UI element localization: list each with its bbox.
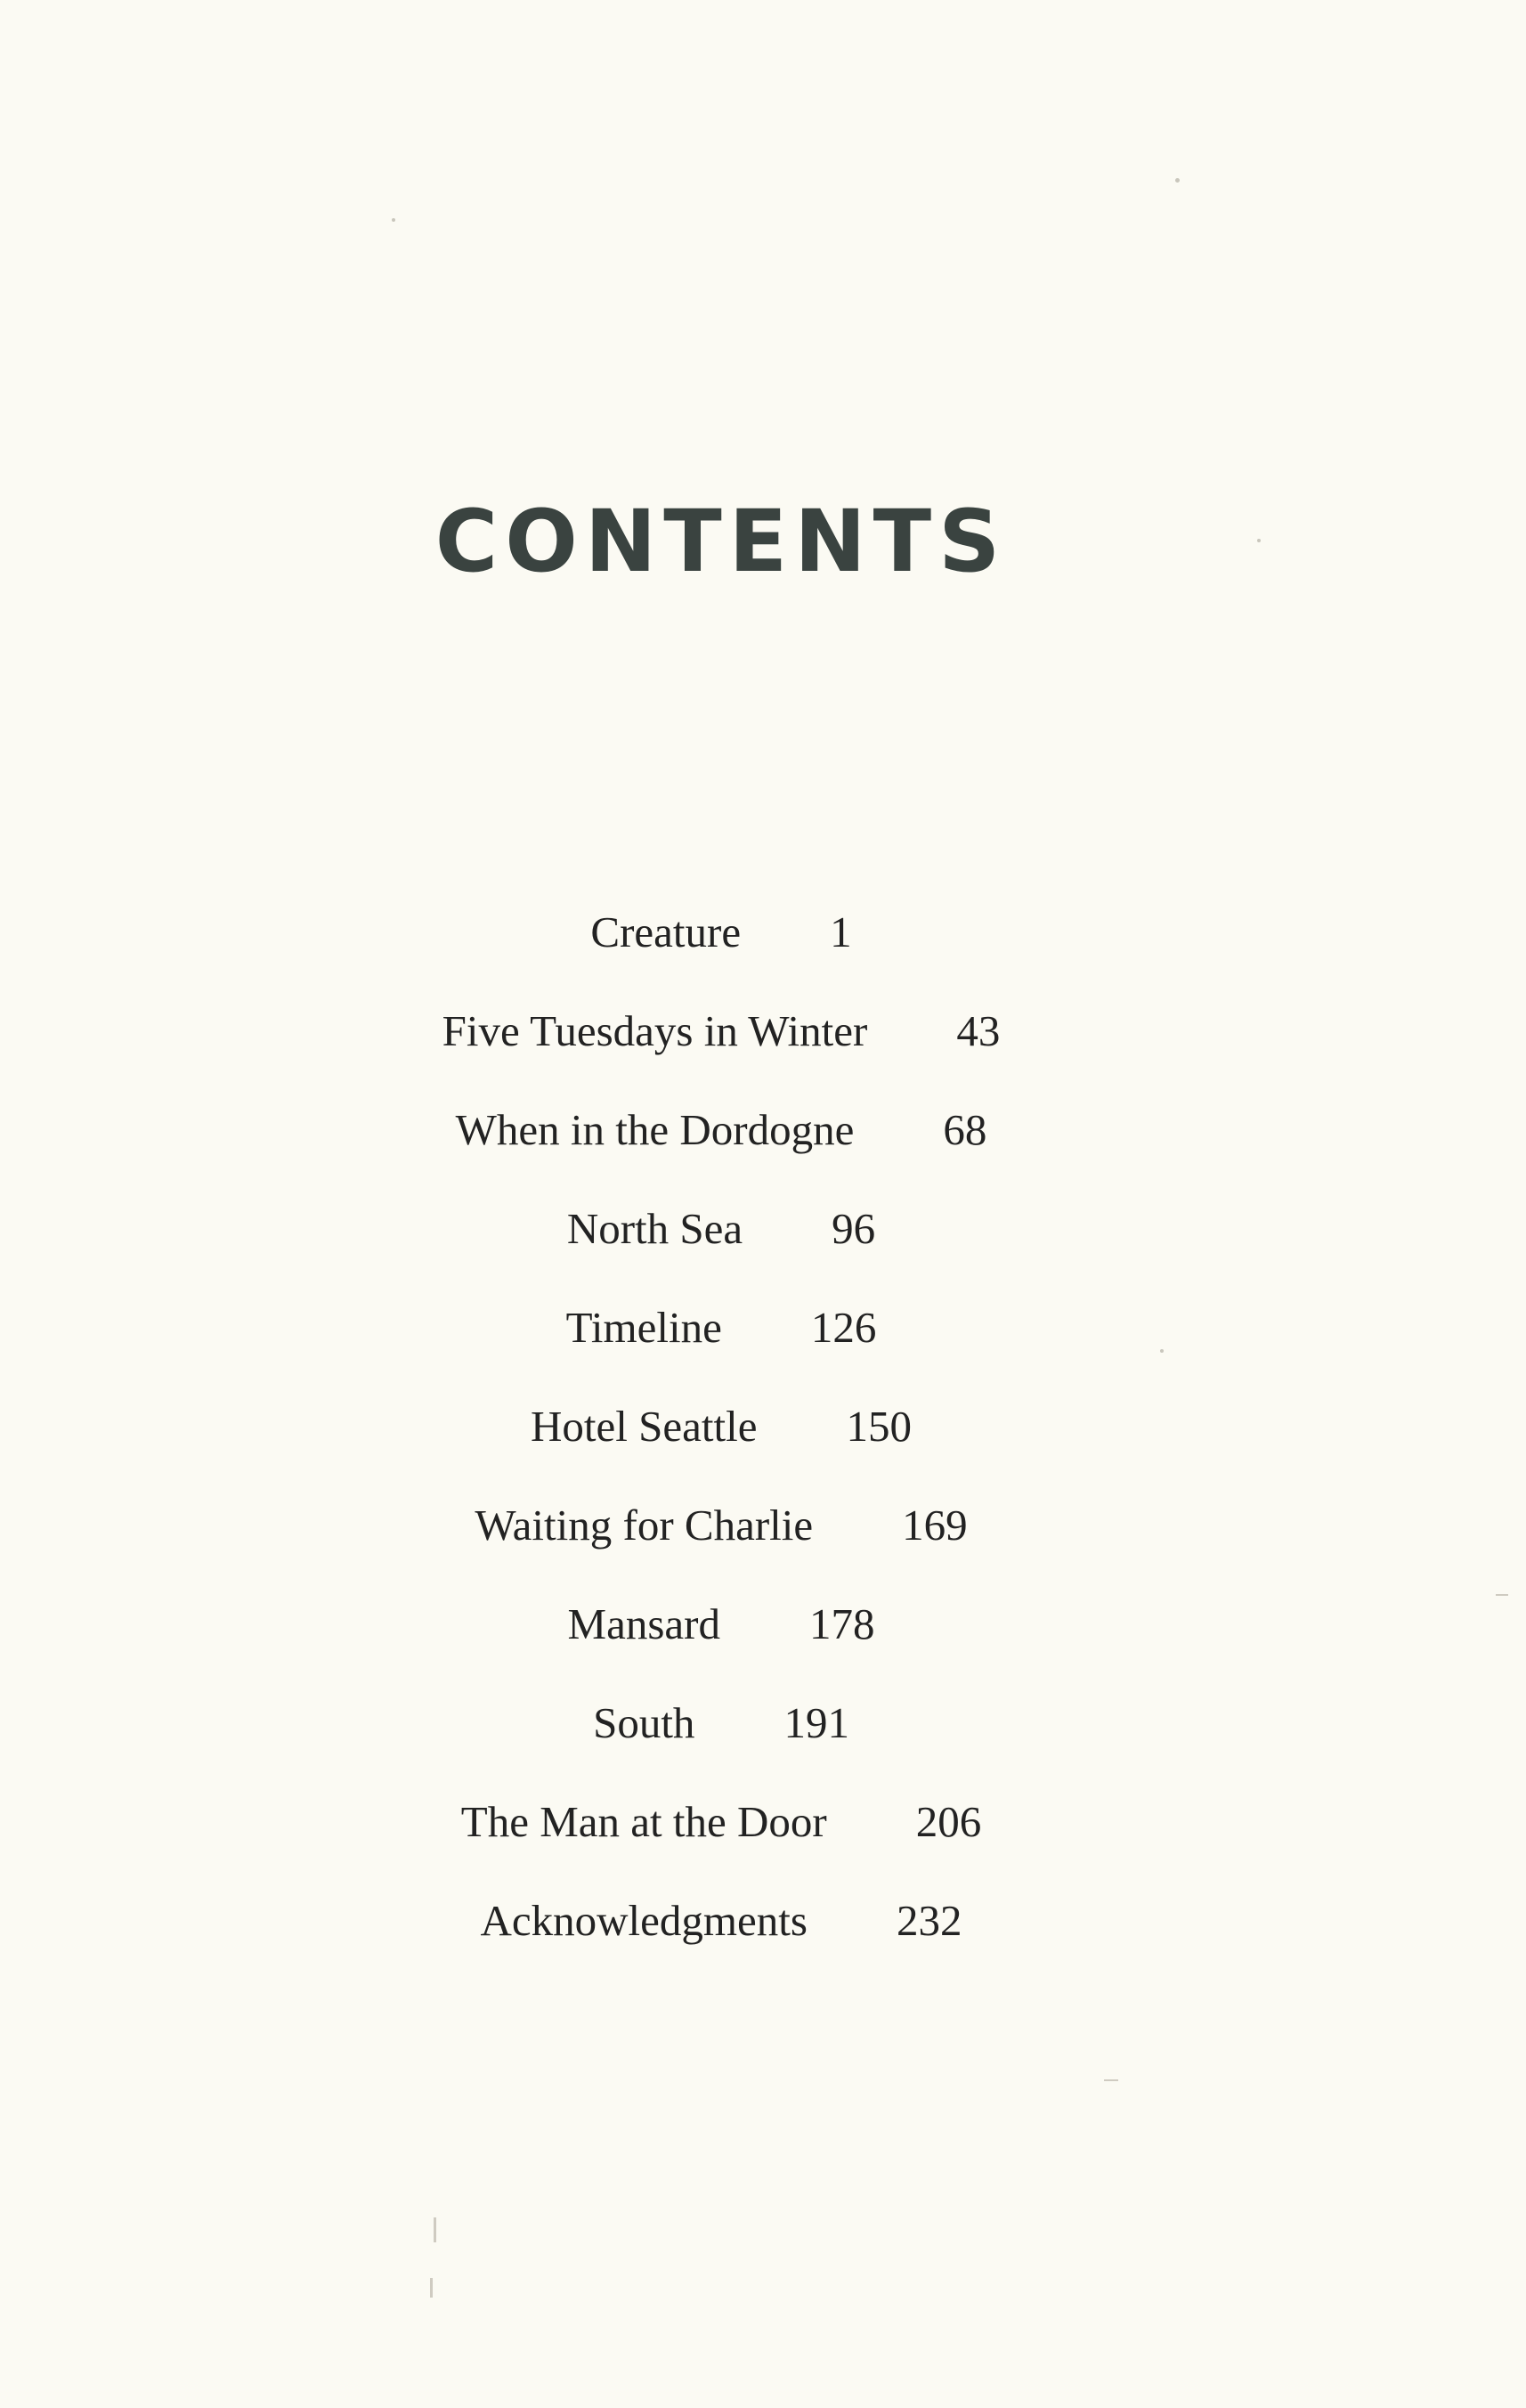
toc-entry-title: Mansard	[567, 1599, 720, 1648]
scan-speck	[1175, 178, 1180, 183]
toc-entry-title: When in the Dordogne	[455, 1105, 855, 1154]
toc-entry	[0, 1789, 1442, 1888]
toc-entry-title: Creature	[590, 907, 742, 956]
toc-entry	[0, 1394, 1442, 1493]
toc-entry-title: North Sea	[566, 1204, 743, 1253]
toc-entry	[0, 1591, 1442, 1690]
toc-entry	[0, 998, 1442, 1097]
scan-speck	[1160, 1349, 1164, 1353]
toc-entry-title: South	[593, 1698, 695, 1747]
toc-entry-page: 126	[810, 1303, 877, 1352]
toc-entry-page: 178	[808, 1599, 875, 1648]
scan-speck	[392, 218, 395, 222]
toc-entry-title: The Man at the Door	[460, 1797, 827, 1846]
toc-entry-page: 169	[902, 1501, 968, 1550]
toc-entry	[0, 1097, 1442, 1196]
table-of-contents	[0, 899, 1442, 1987]
toc-entry	[0, 1295, 1442, 1394]
toc-entry	[0, 1196, 1442, 1295]
toc-entry-page: 96	[832, 1204, 876, 1253]
toc-entry-page: 43	[956, 1006, 1001, 1055]
scan-mark	[434, 2217, 436, 2242]
toc-entry	[0, 1888, 1442, 1987]
toc-entry-title: Acknowledgments	[480, 1896, 808, 1945]
toc-entry-page: 1	[830, 907, 852, 956]
toc-entry-page: 68	[943, 1105, 987, 1154]
toc-entry-page: 191	[783, 1698, 849, 1747]
toc-entry	[0, 1493, 1442, 1591]
contents-heading: CONTENTS	[434, 492, 1008, 591]
toc-entry-page: 150	[846, 1402, 912, 1451]
toc-entry	[0, 1690, 1442, 1789]
toc-entry-title: Waiting for Charlie	[475, 1501, 814, 1550]
scan-speck	[1257, 539, 1261, 542]
toc-entry-title: Five Tuesdays in Winter	[442, 1006, 868, 1055]
scan-mark	[430, 2278, 433, 2298]
toc-entry-page: 232	[896, 1896, 962, 1945]
scan-mark	[1104, 2079, 1118, 2081]
toc-entry-page: 206	[915, 1797, 982, 1846]
toc-entry-title: Timeline	[565, 1303, 722, 1352]
scan-mark	[1496, 1594, 1508, 1596]
toc-entry	[0, 899, 1442, 998]
toc-entry-title: Hotel Seattle	[531, 1402, 758, 1451]
